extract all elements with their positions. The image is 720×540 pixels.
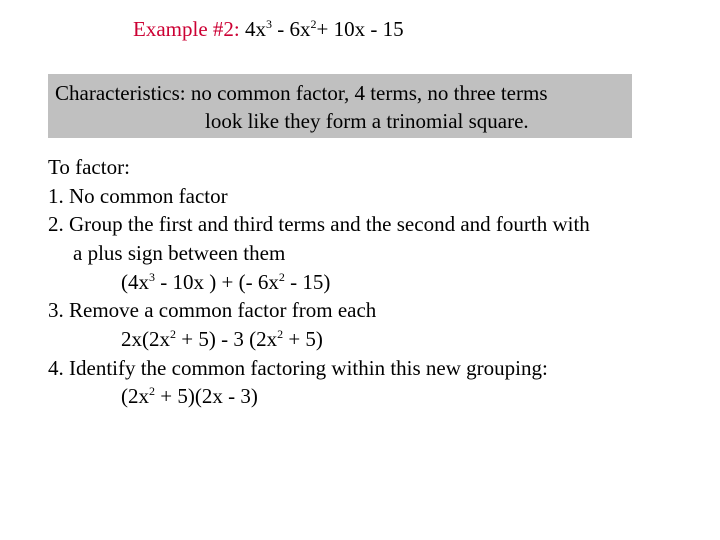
expression-text: (4x xyxy=(121,270,149,294)
example-label: Example #2: xyxy=(133,17,240,41)
expression-text: - 10x ) + (- 6x xyxy=(155,270,279,294)
step-3-expression xyxy=(121,327,323,351)
to-factor-heading: To factor: xyxy=(48,155,130,179)
exponent: 2 xyxy=(278,270,285,284)
expression-text: + 5)(2x - 3) xyxy=(155,384,258,408)
step-4: 4. Identify the common factoring within this new grouping: xyxy=(48,356,548,380)
expression-text: + 10x - 15 xyxy=(316,17,404,41)
expression-text: + 5) xyxy=(283,327,323,351)
expression-text: (2x xyxy=(121,384,149,408)
expression-text: + 5) - 3 (2x xyxy=(176,327,278,351)
characteristics-box xyxy=(48,74,632,138)
exponent: 2 xyxy=(310,17,317,31)
expression-text: - 15) xyxy=(284,270,331,294)
step-2-expression xyxy=(121,270,330,294)
characteristics-line-2: look like they form a trinomial square. xyxy=(205,109,529,133)
step-4-expression xyxy=(121,384,258,408)
characteristics-line-1: Characteristics: no common factor, 4 terms, no three terms xyxy=(55,81,548,105)
expression-text: 4x xyxy=(239,17,266,41)
exponent: 2 xyxy=(170,327,176,341)
example-title xyxy=(133,17,404,41)
exponent: 3 xyxy=(265,17,272,31)
step-3: 3. Remove a common factor from each xyxy=(48,298,377,322)
expression-text: - 6x xyxy=(271,17,311,41)
expression-text: 2x(2x xyxy=(121,327,170,351)
step-2-line-2: a plus sign between them xyxy=(73,241,286,265)
example-expression xyxy=(240,17,404,41)
step-1: 1. No common factor xyxy=(48,184,228,208)
exponent: 2 xyxy=(277,327,284,341)
exponent: 2 xyxy=(149,384,155,398)
exponent: 3 xyxy=(149,270,155,284)
step-2-line-1: 2. Group the first and third terms and the second and fourth with xyxy=(48,212,590,236)
